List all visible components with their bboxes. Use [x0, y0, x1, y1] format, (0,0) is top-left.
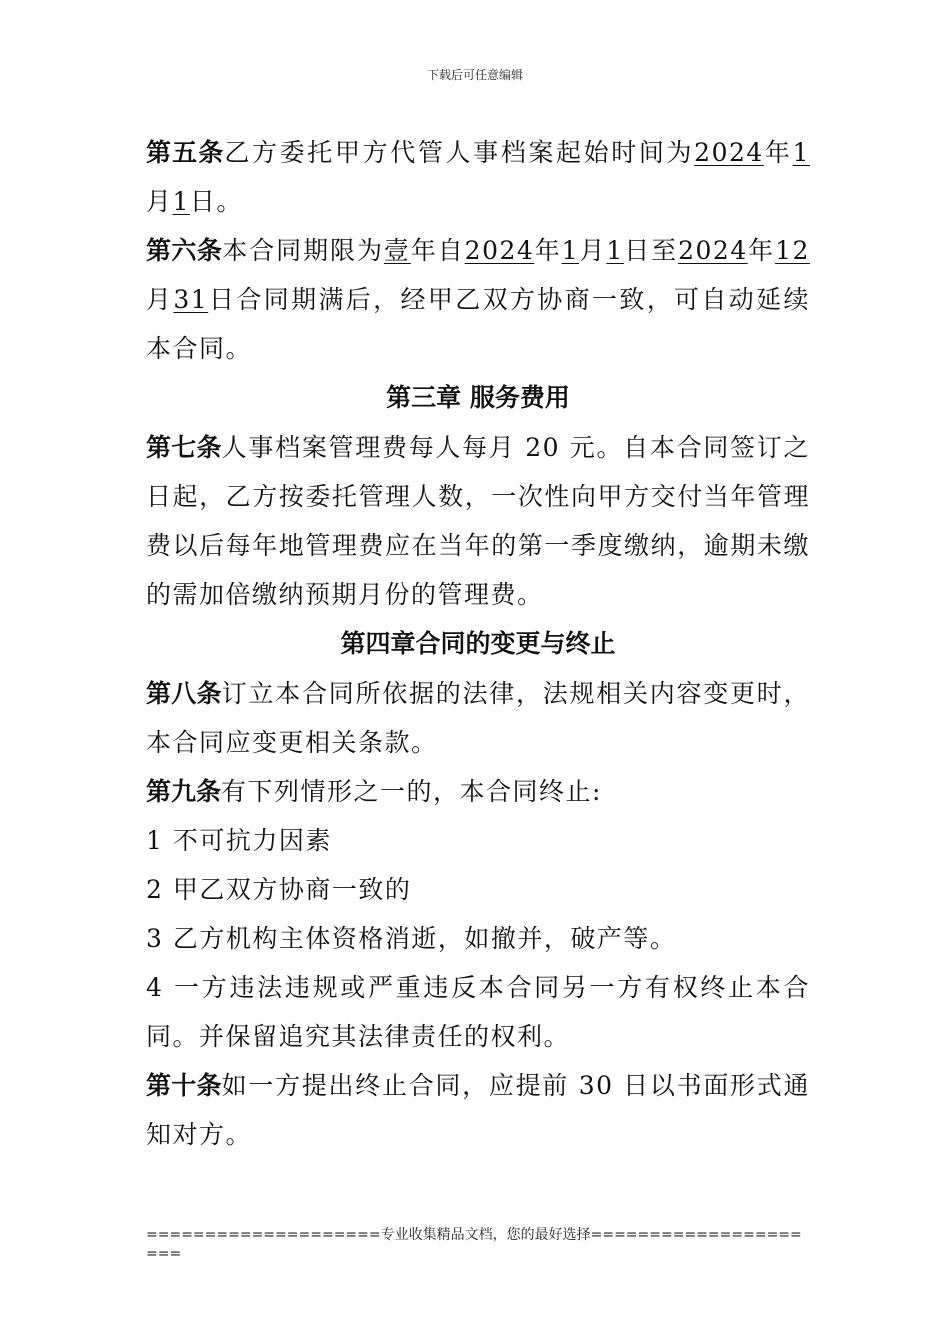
article-5-year: 2024	[694, 138, 764, 167]
chapter-4-heading: 第四章合同的变更与终止	[340, 629, 616, 658]
article-5	[146, 128, 810, 226]
article-6-text-7: 月	[146, 285, 174, 314]
page-footer: ====================专业收集精品文档，您的最好选择=====================	[146, 1227, 802, 1262]
article-8	[146, 669, 810, 767]
article-6-start-year: 2024	[464, 236, 535, 265]
article-9-label: 第九条	[146, 777, 222, 806]
article-8-label: 第八条	[146, 679, 222, 708]
article-6-text-5: 日至	[623, 236, 679, 265]
article-6-term: 壹	[383, 236, 411, 265]
article-6-end-day: 31	[173, 285, 209, 314]
list-item: 3 乙方机构主体资格消逝，如撤并，破产等。	[146, 924, 677, 953]
article-6-text-3: 年	[534, 236, 562, 265]
article-6-label: 第六条	[146, 236, 223, 265]
article-5-text-4: 日。	[189, 187, 243, 216]
article-5-text-3: 月	[146, 187, 173, 216]
article-9	[146, 767, 810, 816]
article-5-label: 第五条	[146, 138, 225, 167]
article-6	[146, 226, 810, 373]
article-10-text: 如一方提出终止合同，应提前 30 日以书面形式通知对方。	[146, 1071, 810, 1149]
article-10	[146, 1061, 810, 1159]
article-5-day: 1	[172, 187, 190, 216]
article-6-text-6: 年	[747, 236, 776, 265]
list-item: 2 甲乙双方协商一致的	[146, 875, 412, 904]
article-5-text-2: 年	[763, 138, 793, 167]
article-7	[146, 423, 810, 619]
article-6-text-2: 年自	[410, 236, 465, 265]
article-6-end-month: 12	[775, 236, 810, 265]
document-body	[146, 128, 810, 1159]
article-10-label: 第十条	[146, 1071, 222, 1100]
article-8-text: 订立本合同所依据的法律，法规相关内容变更时，本合同应变更相关条款。	[146, 679, 810, 757]
article-6-text-1: 本合同期限为	[222, 236, 384, 265]
article-7-label: 第七条	[146, 433, 222, 462]
article-6-start-day: 1	[606, 236, 624, 265]
article-6-end-year: 2024	[678, 236, 748, 265]
article-6-start-month: 1	[561, 236, 580, 265]
chapter-3-heading: 第三章 服务费用	[386, 383, 570, 412]
page-header: 下载后可任意编辑	[426, 68, 523, 82]
article-6-text-4: 月	[579, 236, 607, 265]
article-7-text: 人事档案管理费每人每月 20 元。自本合同签订之日起，乙方按委托管理人数，一次性向甲方交付当年管理费以后每年地管理费应在当年的第一季度缴纳，逾期未缴的需加倍缴纳预期月份的管理费。	[146, 433, 810, 609]
article-5-text-1: 乙方委托甲方代管人事档案起始时间为	[224, 138, 695, 167]
article-6-text-8: 日合同期满后，经甲乙双方协商一致，可自动延续本合同。	[146, 285, 810, 363]
article-5-month: 1	[792, 138, 810, 167]
article-9-text: 有下列情形之一的，本合同终止:	[221, 777, 602, 806]
list-item: 4 一方违法违规或严重违反本合同另一方有权终止本合同。并保留追究其法律责任的权利。	[146, 973, 810, 1051]
list-item: 1 不可抗力因素	[146, 826, 332, 855]
